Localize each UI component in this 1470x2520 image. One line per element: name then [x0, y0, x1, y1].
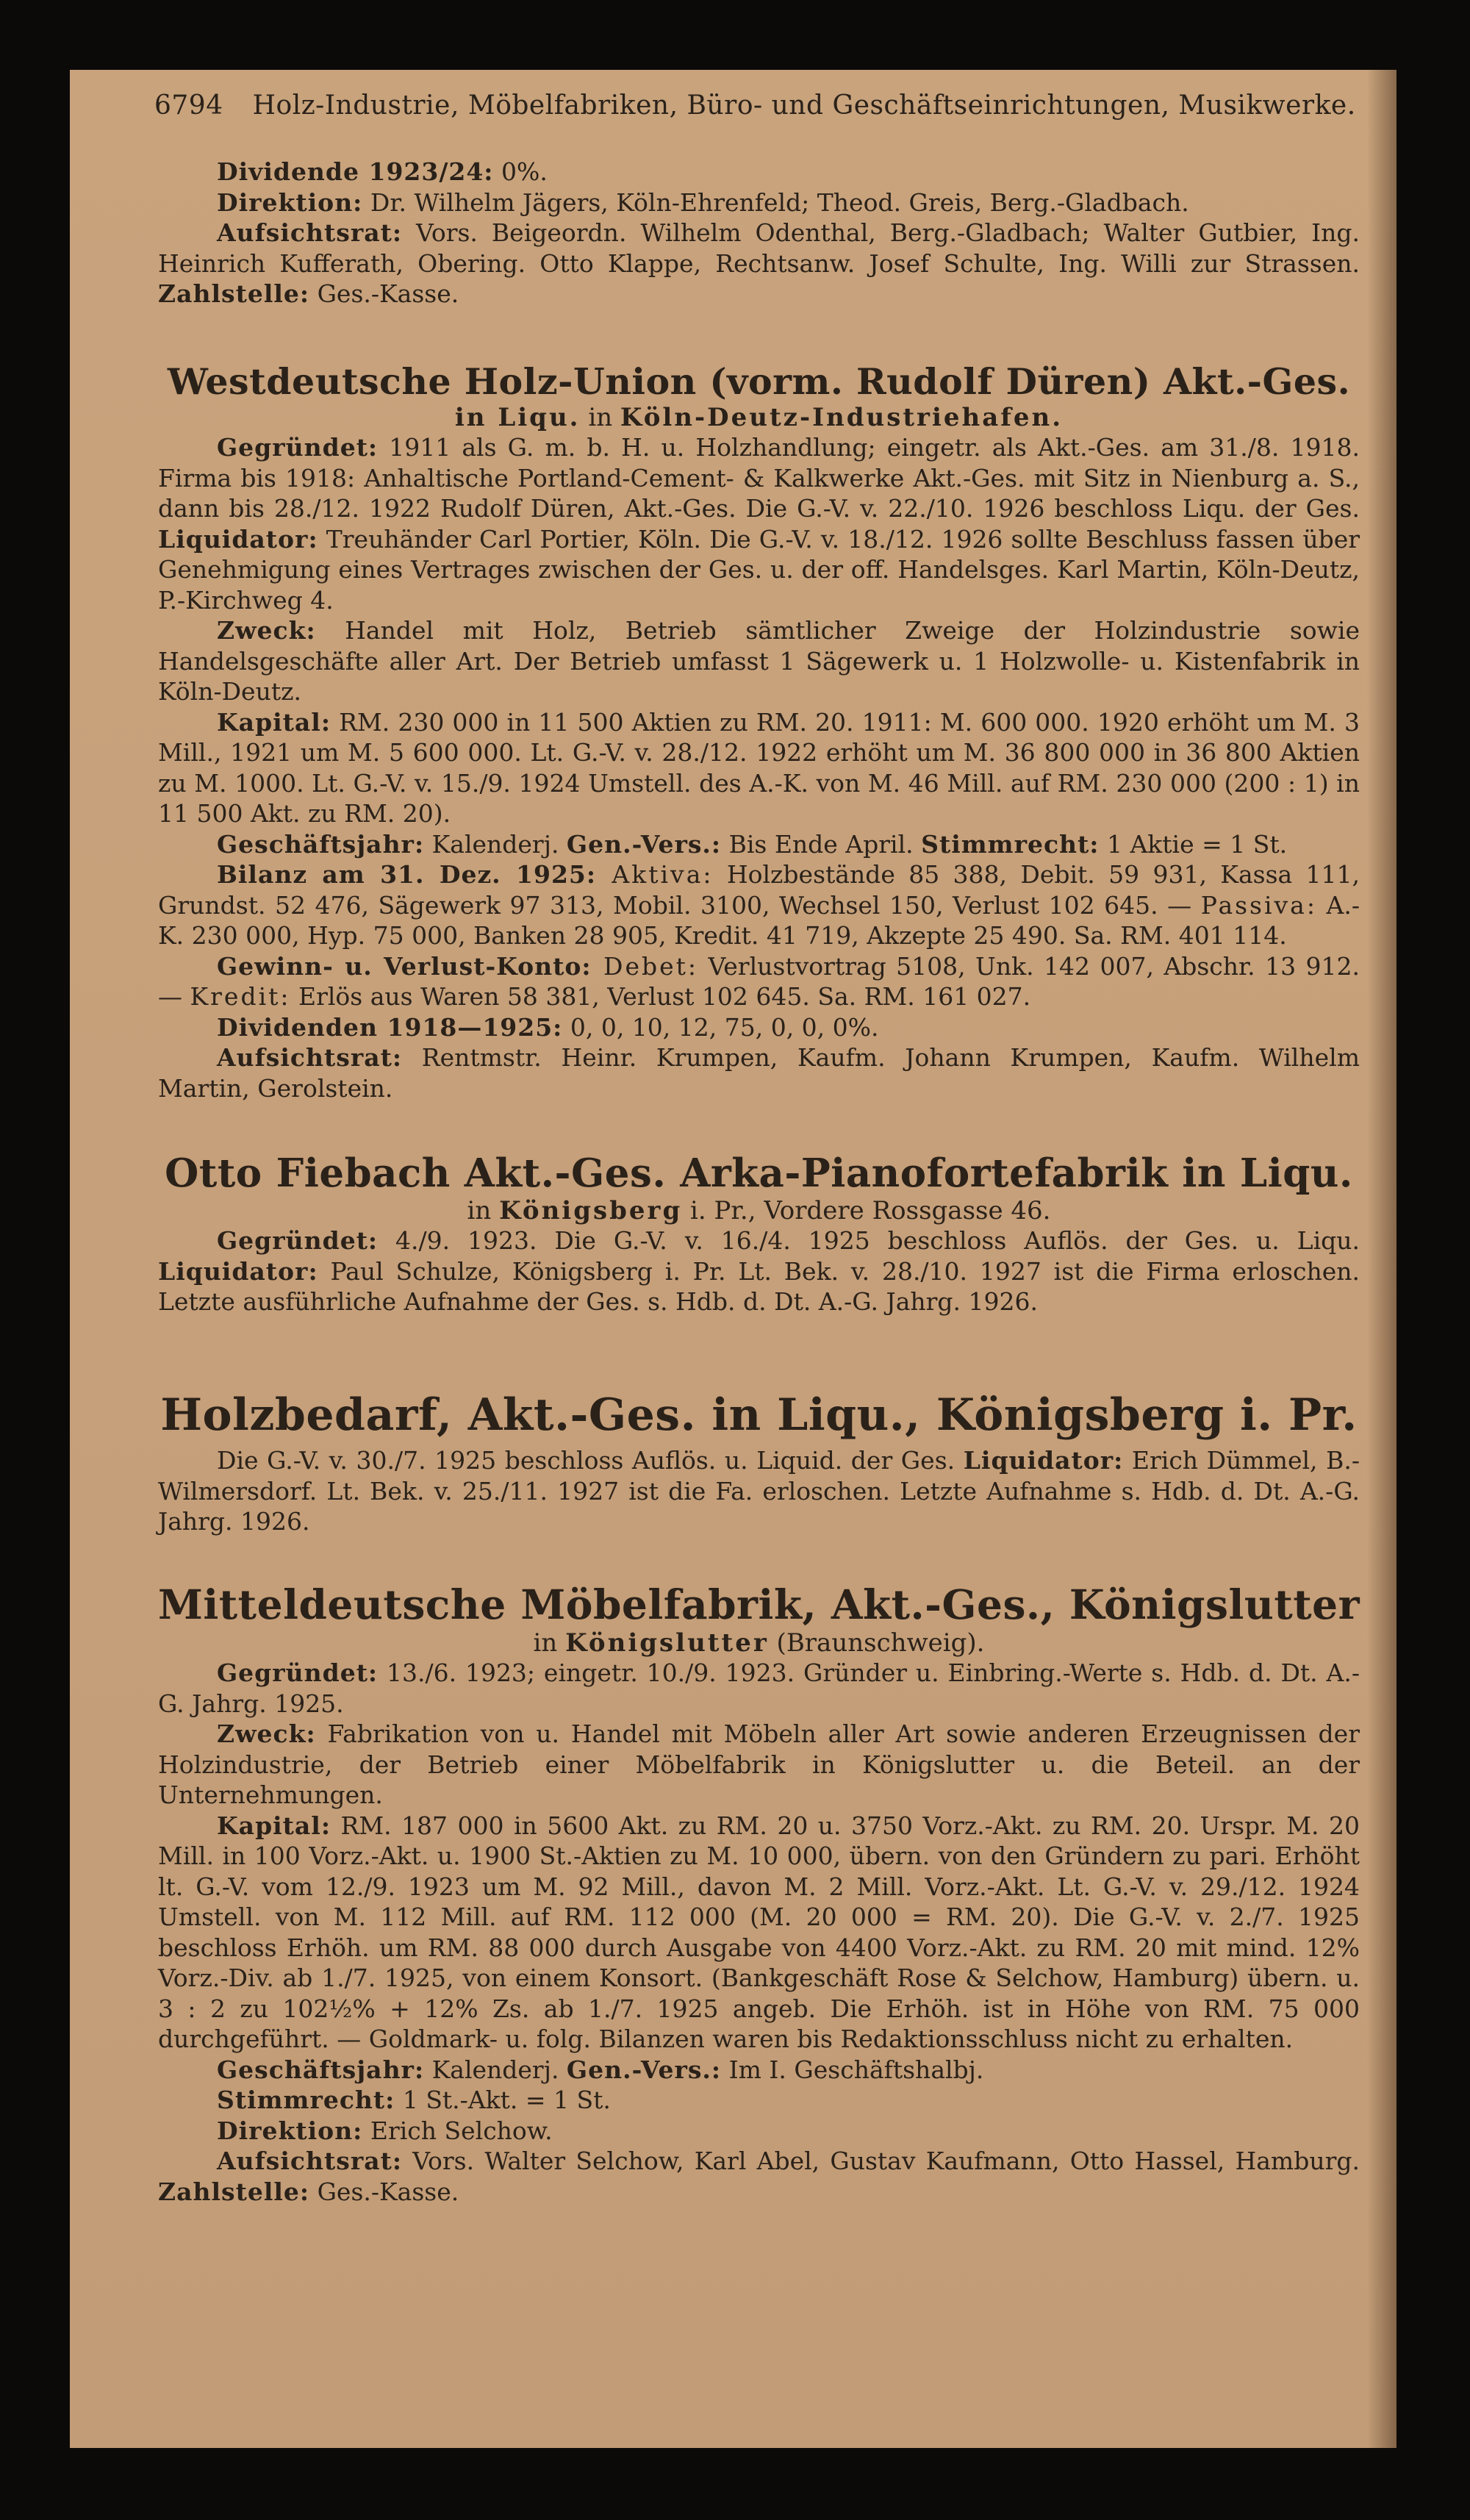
- company-title: Mitteldeutsche Möbelfabrik, Akt.-Ges., Königslutter: [158, 1581, 1360, 1628]
- entry-text: Die G.-V. v. 30./7. 1925 beschloss Auflös. u. Liquid. der Ges. Liquidator: Erich Dümmel, B.-Wilmersdorf. Lt. Bek. v. 25./11. 1927 ist die Fa. erloschen. Letzte Aufnahme s. Hdb. d. Dt. A.-G. Jahrg. 1926.: [158, 1446, 1360, 1536]
- company-location: in Liqu. in Köln-Deutz-Industriehafen.: [454, 403, 1064, 432]
- company-location: in Königsberg i. Pr., Vordere Rossgasse 46.: [467, 1196, 1051, 1225]
- entry-westdeutsche-holz-union: [158, 360, 1360, 1103]
- running-header: [154, 90, 1374, 121]
- direktion-line: Direktion: Erich Selchow.: [217, 2116, 553, 2145]
- kapital-para: Kapital: RM. 187 000 in 5600 Akt. zu RM. 20 u. 3750 Vorz.-Akt. zu RM. 20. Urspr. M. 20 Mill. in 100 Vorz.-Akt. u. 1900 St.-Aktien zu M. 10 000, übern. von den Gründern zu pari. Erhöht lt. G.-V. vom 12./9. 1923 um M. 92 Mill., davon M. 2 Mill. Vorz.-Akt. Lt. G.-V. v. 29./12. 1924 Umstell. von M. 112 Mill. auf RM. 112 000 (M. 20 000 = RM. 20). Die G.-V. v. 2./7. 1925 beschloss Erhöh. um RM. 88 000 durch Ausgabe von 4400 Vorz.-Akt. zu RM. 20 mit mind. 12% Vorz.-Div. ab 1./7. 1925, von einem Konsort. (Bankgeschäft Rose & Selchow, Hamburg) übern. u. 3 : 2 zu 102½% + 12% Zs. ab 1./7. 1925 angeb. Die Erhöh. ist in Höhe von RM. 75 000 durchgeführt. — Goldmark- u. folg. Bilanzen waren bis Redaktionsschluss nicht zu erhalten.: [158, 1811, 1360, 2053]
- aufsichtsrat-para: Aufsichtsrat: Vors. Beigeordn. Wilhelm Odenthal, Berg.-Gladbach; Walter Gutbier, Ing. Heinrich Kufferath, Obering. Otto Klappe, Rechtsanw. Josef Schulte, Ing. Willi zur Strassen. Zahlstelle: Ges.-Kasse.: [158, 218, 1360, 308]
- dividenden-line: Dividenden 1918—1925: 0, 0, 10, 12, 75, 0, 0, 0%.: [217, 1012, 879, 1042]
- company-location: in Königslutter (Braunschweig).: [533, 1628, 985, 1658]
- geschaeftsjahr-line: Geschäftsjahr: Kalenderj. Gen.-Vers.: Im I. Geschäftshalbj.: [217, 2055, 984, 2084]
- gegruendet-para: Gegründet: 13./6. 1923; eingetr. 10./9. 1923. Gründer u. Einbring.-Werte s. Hdb. d. Dt. A.-G. Jahrg. 1925.: [158, 1658, 1360, 1718]
- stimmrecht-line: Stimmrecht: 1 St.-Akt. = 1 St.: [217, 2086, 611, 2114]
- company-title: Westdeutsche Holz-Union (vorm. Rudolf Düren) Akt.-Ges.: [167, 360, 1351, 403]
- gegruendet-para: Gegründet: 4./9. 1923. Die G.-V. v. 16./4. 1925 beschloss Auflös. der Ges. u. Liqu. Liquidator: Paul Schulze, Königsberg i. Pr. Lt. Bek. v. 28./10. 1927 ist die Firma erloschen. Letzte ausführliche Aufnahme der Ges. s. Hdb. d. Dt. A.-G. Jahrg. 1926.: [158, 1226, 1360, 1316]
- bilanz-para: Bilanz am 31. Dez. 1925: Aktiva: Holzbestände 85 388, Debit. 59 931, Kassa 111, Grundst. 52 476, Sägewerk 97 313, Mobil. 3100, Wechsel 150, Verlust 102 645. — Passiva: A.-K. 230 000, Hyp. 75 000, Banken 28 905, Kredit. 41 719, Akzepte 25 490. Sa. RM. 401 114.: [158, 860, 1360, 950]
- dividende-line: Dividende 1923/24: 0%.: [217, 157, 548, 186]
- zweck-para: Zweck: Fabrikation von u. Handel mit Möbeln aller Art sowie anderen Erzeugnissen der Holzindustrie, der Betrieb einer Möbelfabrik in Königslutter u. die Beteil. an der Unternehmungen.: [158, 1719, 1360, 1809]
- book-page: [70, 70, 1396, 2448]
- gegruendet-para: Gegründet: 1911 als G. m. b. H. u. Holzhandlung; eingetr. als Akt.-Ges. am 31./8. 1918. Firma bis 1918: Anhaltische Portland-Cement- & Kalkwerke Akt.-Ges. mit Sitz in Nienburg a. S., dann bis 28./12. 1922 Rudolf Düren, Akt.-Ges. Die G.-V. v. 22./10. 1926 beschloss Liqu. der Ges. Liquidator: Treuhänder Carl Portier, Köln. Die G.-V. v. 18./12. 1926 sollte Beschluss fassen über Genehmigung eines Vertrages zwischen der Ges. u. der off. Handelsges. Karl Martin, Köln-Deutz, P.-Kirchweg 4.: [158, 433, 1360, 615]
- previous-entry-tail: [158, 157, 1360, 309]
- entry-otto-fiebach: [158, 1150, 1360, 1317]
- company-title: Holzbedarf, Akt.-Ges. in Liqu., Königsberg i. Pr.: [160, 1389, 1358, 1441]
- entry-mitteldeutsche-moebelfabrik: [158, 1581, 1360, 2207]
- guv-para: Gewinn- u. Verlust-Konto: Debet: Verlustvortrag 5108, Unk. 142 007, Abschr. 13 912. — Kredit: Erlös aus Waren 58 381, Verlust 102 645. Sa. RM. 161 027.: [158, 951, 1360, 1011]
- aufsichtsrat-para: Aufsichtsrat: Vors. Walter Selchow, Karl Abel, Gustav Kaufmann, Otto Hassel, Hamburg. Zahlstelle: Ges.-Kasse.: [158, 2147, 1360, 2206]
- entry-holzbedarf: [158, 1389, 1360, 1537]
- page-number: 6794: [154, 90, 223, 121]
- geschaeftsjahr-line: Geschäftsjahr: Kalenderj. Gen.-Vers.: Bis Ende April. Stimmrecht: 1 Aktie = 1 St.: [217, 829, 1288, 859]
- direktion-line: Direktion: Dr. Wilhelm Jägers, Köln-Ehrenfeld; Theod. Greis, Berg.-Gladbach.: [217, 187, 1189, 217]
- company-title: Otto Fiebach Akt.-Ges. Arka-Pianofortefabrik in Liqu.: [165, 1150, 1353, 1196]
- running-title: Holz-Industrie, Möbelfabriken, Büro- und Geschäftseinrichtungen, Musikwerke.: [252, 90, 1356, 121]
- label: Dividende 1923/24:: [217, 157, 494, 186]
- aufsichtsrat-para: Aufsichtsrat: Rentmstr. Heinr. Krumpen, Kaufm. Johann Krumpen, Kaufm. Wilhelm Martin, Gerolstein.: [158, 1043, 1360, 1103]
- zweck-para: Zweck: Handel mit Holz, Betrieb sämtlicher Zweige der Holzindustrie sowie Handelsgeschäfte aller Art. Der Betrieb umfasst 1 Sägewerk u. 1 Holzwolle- u. Kistenfabrik in Köln-Deutz.: [158, 616, 1360, 706]
- kapital-para: Kapital: RM. 230 000 in 11 500 Aktien zu RM. 20. 1911: M. 600 000. 1920 erhöht um M. 3 Mill., 1921 um M. 5 600 000. Lt. G.-V. v. 28./12. 1922 erhöht um M. 36 800 000 in 36 800 Aktien zu M. 1000. Lt. G.-V. v. 15./9. 1924 Umstell. des A.-K. von M. 46 Mill. auf RM. 230 000 (200 : 1) in 11 500 Akt. zu RM. 20).: [158, 707, 1360, 828]
